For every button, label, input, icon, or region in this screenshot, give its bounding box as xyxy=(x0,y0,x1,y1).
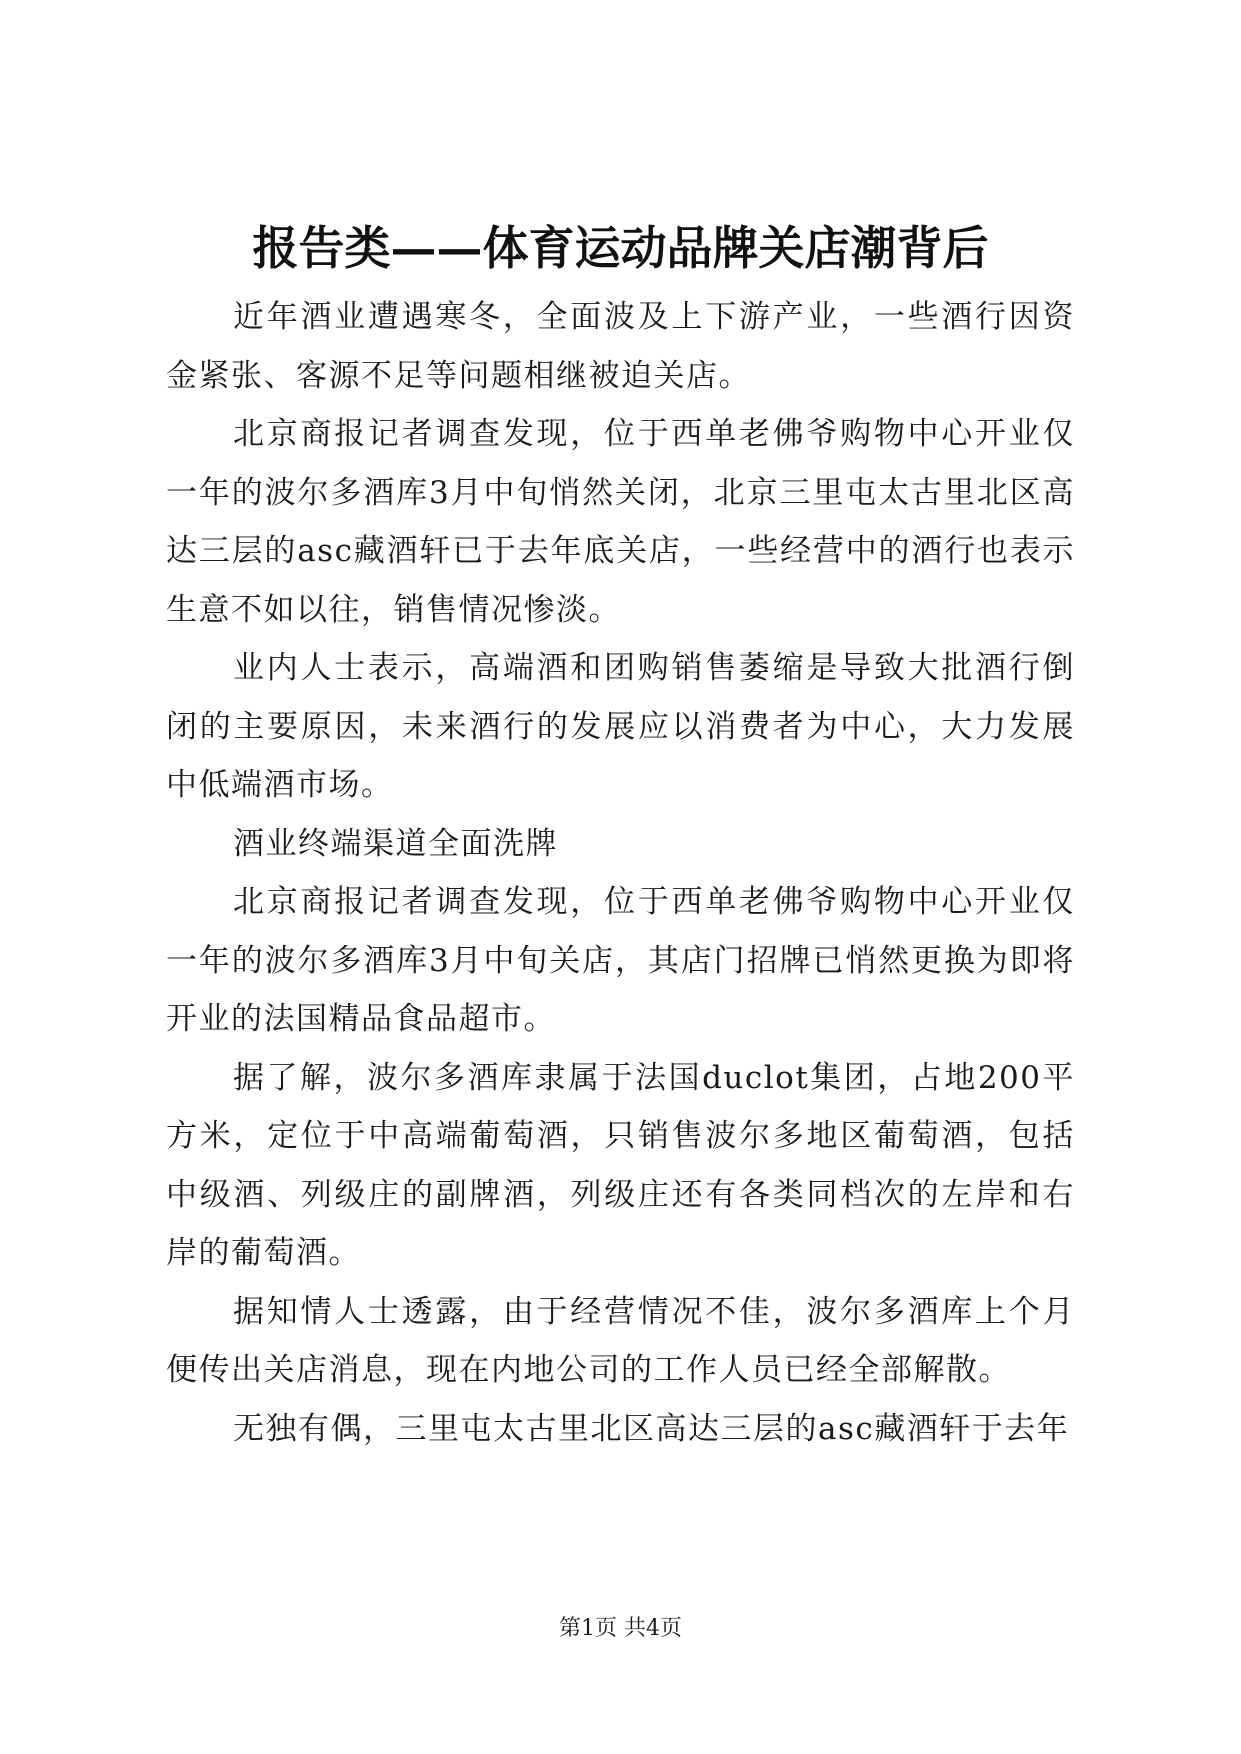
section-heading: 酒业终端渠道全面洗牌 xyxy=(233,825,558,862)
paragraph: 近年酒业遭遇寒冬，全面波及上下游产业，一些酒行因资金紧张、客源不足等问题相继被迫关店。 xyxy=(166,299,1075,394)
paragraph: 据了解，波尔多酒库隶属于法国duclot集团，占地200平方米，定位于中高端葡萄酒，只销售波尔多地区葡萄酒，包括中级酒、列级庄的副牌酒，列级庄还有各类同档次的左岸和右岸的葡萄酒。 xyxy=(166,1059,1075,1271)
paragraph: 北京商报记者调查发现，位于西单老佛爷购物中心开业仅一年的波尔多酒库3月中旬关店，其店门招牌已悄然更换为即将开业的法国精品食品超市。 xyxy=(166,884,1075,1037)
document-body xyxy=(166,288,1075,1458)
document-title: 报告类——体育运动品牌关店潮背后 xyxy=(252,221,989,275)
paragraph: 业内人士表示，高端酒和团购销售萎缩是导致大批酒行倒闭的主要原因，未来酒行的发展应以消费者为中心，大力发展中低端酒市场。 xyxy=(166,650,1075,803)
paragraph: 北京商报记者调查发现，位于西单老佛爷购物中心开业仅一年的波尔多酒库3月中旬悄然关闭，北京三里屯太古里北区高达三层的asc藏酒轩已于去年底关店，一些经营中的酒行也表示生意不如以往，销售情况惨淡。 xyxy=(166,416,1075,628)
page-footer: 第1页 共4页 xyxy=(559,1616,682,1641)
paragraph: 无独有偶，三里屯太古里北区高达三层的asc藏酒轩于去年 xyxy=(233,1410,1070,1447)
paragraph: 据知情人士透露，由于经营情况不佳，波尔多酒库上个月便传出关店消息，现在内地公司的工作人员已经全部解散。 xyxy=(166,1293,1075,1388)
